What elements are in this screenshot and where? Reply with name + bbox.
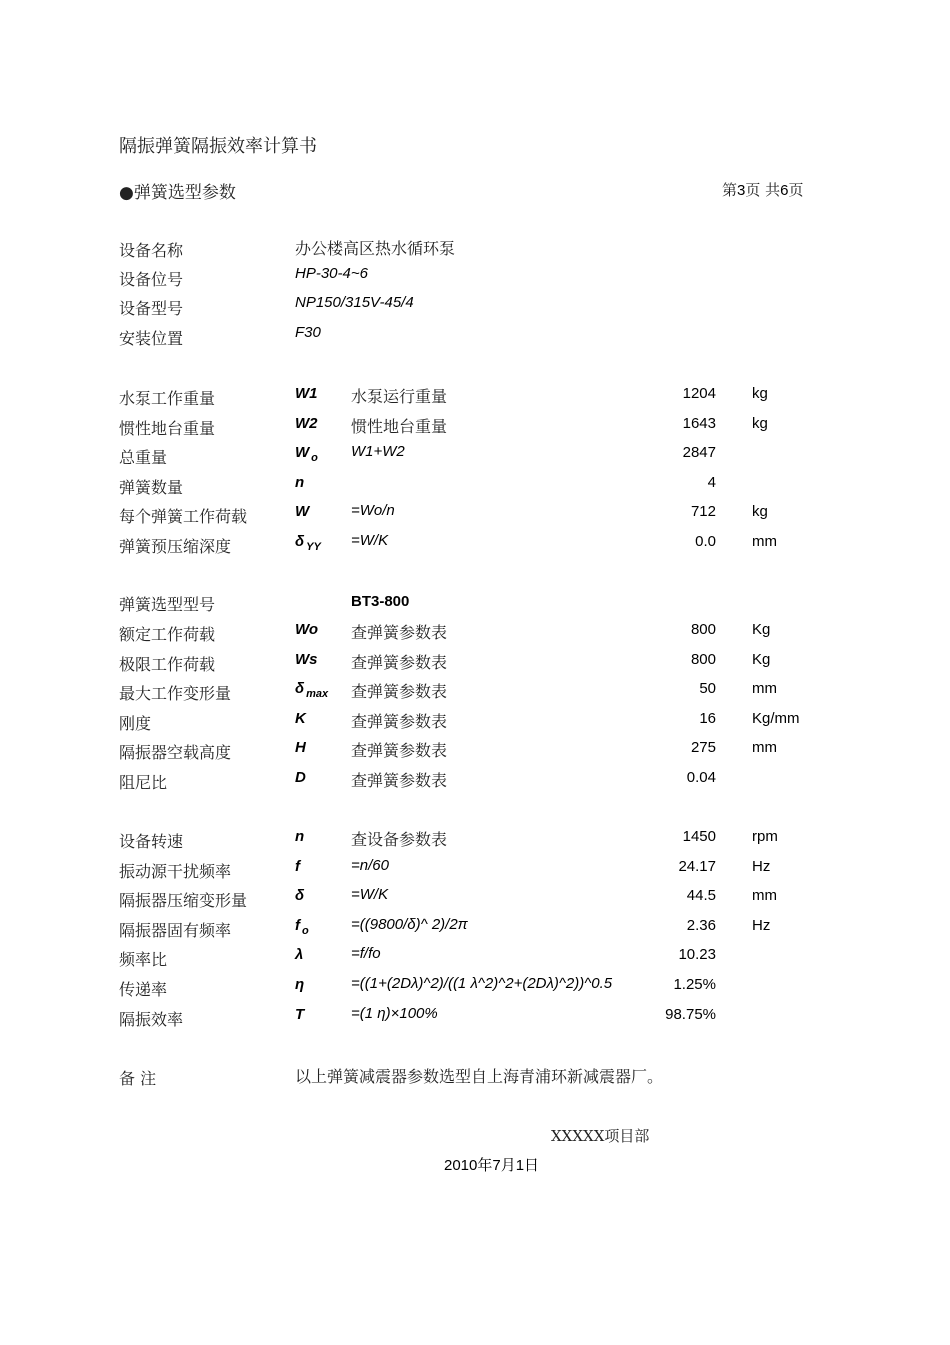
param-formula: =W/K xyxy=(351,532,389,549)
param-unit: kg xyxy=(752,385,768,402)
param-label: 最大工作变形量 xyxy=(119,684,232,704)
param-unit: mm xyxy=(752,887,777,905)
param-formula: =n/60 xyxy=(351,856,389,874)
footer-date: 2010年7月1日 xyxy=(444,1157,540,1174)
param-symbol xyxy=(295,651,318,668)
param-formula: =((9800/δ)^ 2)/2π xyxy=(351,915,468,933)
equipment-value: NP150/315V-45/4 xyxy=(295,294,414,311)
remark-text: 以上弹簧减震器参数选型自上海青浦环新减震器厂。 xyxy=(295,1067,664,1086)
param-formula: 水泵运行重量 xyxy=(351,387,448,406)
param-symbol xyxy=(295,1006,304,1023)
param-label: 弹簧数量 xyxy=(119,477,184,497)
param-unit: mm xyxy=(752,680,777,698)
symbol-main: W xyxy=(295,444,310,462)
model-label: 弹簧选型型号 xyxy=(119,595,216,614)
symbol-main: δ xyxy=(295,887,305,905)
param-formula: 查弹簧参数表 xyxy=(351,741,448,761)
param-symbol xyxy=(295,533,321,553)
param-value: 44.5 xyxy=(686,887,716,905)
param-label: 振动源干扰频率 xyxy=(119,861,232,881)
param-formula: 惯性地台重量 xyxy=(351,416,448,436)
param-value: 1643 xyxy=(682,414,716,432)
param-formula: 查弹簧参数表 xyxy=(351,623,448,642)
param-label: 刚度 xyxy=(119,713,152,733)
param-label: 隔振效率 xyxy=(119,1009,184,1029)
param-formula: =((1+(2Dλ)^2)/((1 λ^2)^2+(2Dλ)^2))^0.5 xyxy=(351,975,613,992)
param-symbol xyxy=(295,739,306,756)
param-label: 极限工作荷载 xyxy=(119,654,216,674)
symbol-main: η xyxy=(295,976,305,993)
symbol-main: K xyxy=(295,709,306,727)
param-label: 弹簧预压缩深度 xyxy=(119,537,232,556)
param-unit: kg xyxy=(752,503,768,521)
param-value: 2.36 xyxy=(686,916,716,934)
symbol-main: n xyxy=(295,828,305,845)
symbol-main: W xyxy=(295,503,310,521)
param-symbol xyxy=(295,828,304,845)
param-formula: =f/fo xyxy=(351,945,381,963)
equipment-value: F30 xyxy=(295,324,321,341)
param-label: 阻尼比 xyxy=(119,773,168,792)
symbol-subscript: max xyxy=(306,688,329,701)
param-value: 98.75% xyxy=(665,1005,716,1023)
param-label: 传递率 xyxy=(119,980,168,999)
param-symbol xyxy=(295,916,309,937)
param-unit: Kg xyxy=(752,650,771,668)
model-value: BT3-800 xyxy=(351,593,410,610)
symbol-main: Wo xyxy=(295,621,319,638)
equipment-value: HP-30-4~6 xyxy=(295,265,368,282)
param-value: 800 xyxy=(690,650,716,668)
param-unit: kg xyxy=(752,414,768,432)
section-heading: ●弹簧选型参数 xyxy=(119,183,236,203)
equipment-label: 设备型号 xyxy=(119,299,184,318)
symbol-subscript: YY xyxy=(306,541,321,553)
param-symbol xyxy=(295,680,329,701)
symbol-main: T xyxy=(295,1005,305,1023)
param-value: 2847 xyxy=(682,444,716,462)
param-formula: 查弹簧参数表 xyxy=(351,682,448,702)
param-symbol xyxy=(295,946,303,963)
param-value: 0.0 xyxy=(695,533,716,550)
symbol-main: H xyxy=(295,739,306,757)
param-unit: mm xyxy=(752,739,777,757)
param-label: 惯性地台重量 xyxy=(119,418,216,438)
symbol-main: f xyxy=(295,857,300,875)
param-value: 10.23 xyxy=(678,946,716,964)
equipment-value: 办公楼高区热水循环泵 xyxy=(295,239,456,258)
param-unit: rpm xyxy=(752,828,778,845)
param-unit: Kg xyxy=(752,621,771,638)
param-value: 16 xyxy=(699,709,716,727)
param-label: 隔振器固有频率 xyxy=(119,920,232,940)
symbol-main: W2 xyxy=(295,414,318,432)
equipment-label: 设备名称 xyxy=(119,241,184,260)
param-label: 额定工作荷载 xyxy=(119,625,216,644)
document-title: 隔振弹簧隔振效率计算书 xyxy=(119,136,317,157)
param-symbol xyxy=(295,621,318,638)
symbol-main: λ xyxy=(295,946,304,964)
param-unit: Hz xyxy=(752,857,771,875)
param-symbol xyxy=(295,474,304,491)
param-unit: mm xyxy=(752,533,777,550)
param-label: 频率比 xyxy=(119,950,168,970)
param-formula: =W/K xyxy=(351,886,389,904)
param-formula: 查弹簧参数表 xyxy=(351,652,448,672)
equipment-label: 设备位号 xyxy=(119,270,184,289)
param-formula: =Wo/n xyxy=(351,502,395,520)
param-value: 0.04 xyxy=(686,769,716,786)
param-symbol xyxy=(295,415,318,432)
param-label: 隔振器空载高度 xyxy=(119,743,232,763)
symbol-main: f xyxy=(295,916,300,934)
param-unit: Kg/mm xyxy=(752,709,800,727)
param-value: 800 xyxy=(690,621,716,638)
param-value: 50 xyxy=(699,680,716,698)
symbol-main: W1 xyxy=(295,385,318,402)
param-symbol xyxy=(295,887,304,904)
symbol-subscript: o xyxy=(302,924,309,937)
symbol-main: δ xyxy=(295,533,305,550)
equipment-label: 安装位置 xyxy=(119,329,184,348)
param-formula: =(1 η)×100% xyxy=(351,1004,438,1022)
symbol-main: δ xyxy=(295,680,305,698)
param-value: 1450 xyxy=(682,828,716,845)
param-symbol xyxy=(295,769,306,786)
symbol-main: Ws xyxy=(295,650,318,668)
param-label: 每个弹簧工作荷载 xyxy=(119,507,248,527)
param-formula: 查设备参数表 xyxy=(351,830,448,849)
param-label: 隔振器压缩变形量 xyxy=(119,891,248,911)
symbol-subscript: o xyxy=(311,452,318,465)
param-value: 24.17 xyxy=(678,857,716,875)
param-value: 1.25% xyxy=(673,976,716,993)
param-value: 275 xyxy=(690,739,716,757)
page-indicator: 第3页 共6页 xyxy=(722,181,804,199)
symbol-main: n xyxy=(295,473,305,491)
param-formula: 查弹簧参数表 xyxy=(351,711,448,731)
param-symbol xyxy=(295,444,318,465)
param-symbol xyxy=(295,503,309,520)
remark-label: 备 注 xyxy=(119,1069,157,1088)
param-formula: W1+W2 xyxy=(351,443,405,461)
param-formula: 查弹簧参数表 xyxy=(351,771,448,790)
symbol-main: D xyxy=(295,769,306,786)
param-label: 水泵工作重量 xyxy=(119,389,216,408)
param-symbol xyxy=(295,858,300,875)
param-label: 设备转速 xyxy=(119,832,184,851)
param-value: 4 xyxy=(707,473,716,491)
param-symbol xyxy=(295,385,318,402)
param-value: 1204 xyxy=(682,385,716,402)
footer-org: XXXXX项目部 xyxy=(551,1127,650,1145)
param-unit: Hz xyxy=(752,916,771,934)
param-symbol xyxy=(295,976,304,993)
param-label: 总重量 xyxy=(119,448,168,468)
param-value: 712 xyxy=(690,503,716,521)
param-symbol xyxy=(295,710,306,727)
